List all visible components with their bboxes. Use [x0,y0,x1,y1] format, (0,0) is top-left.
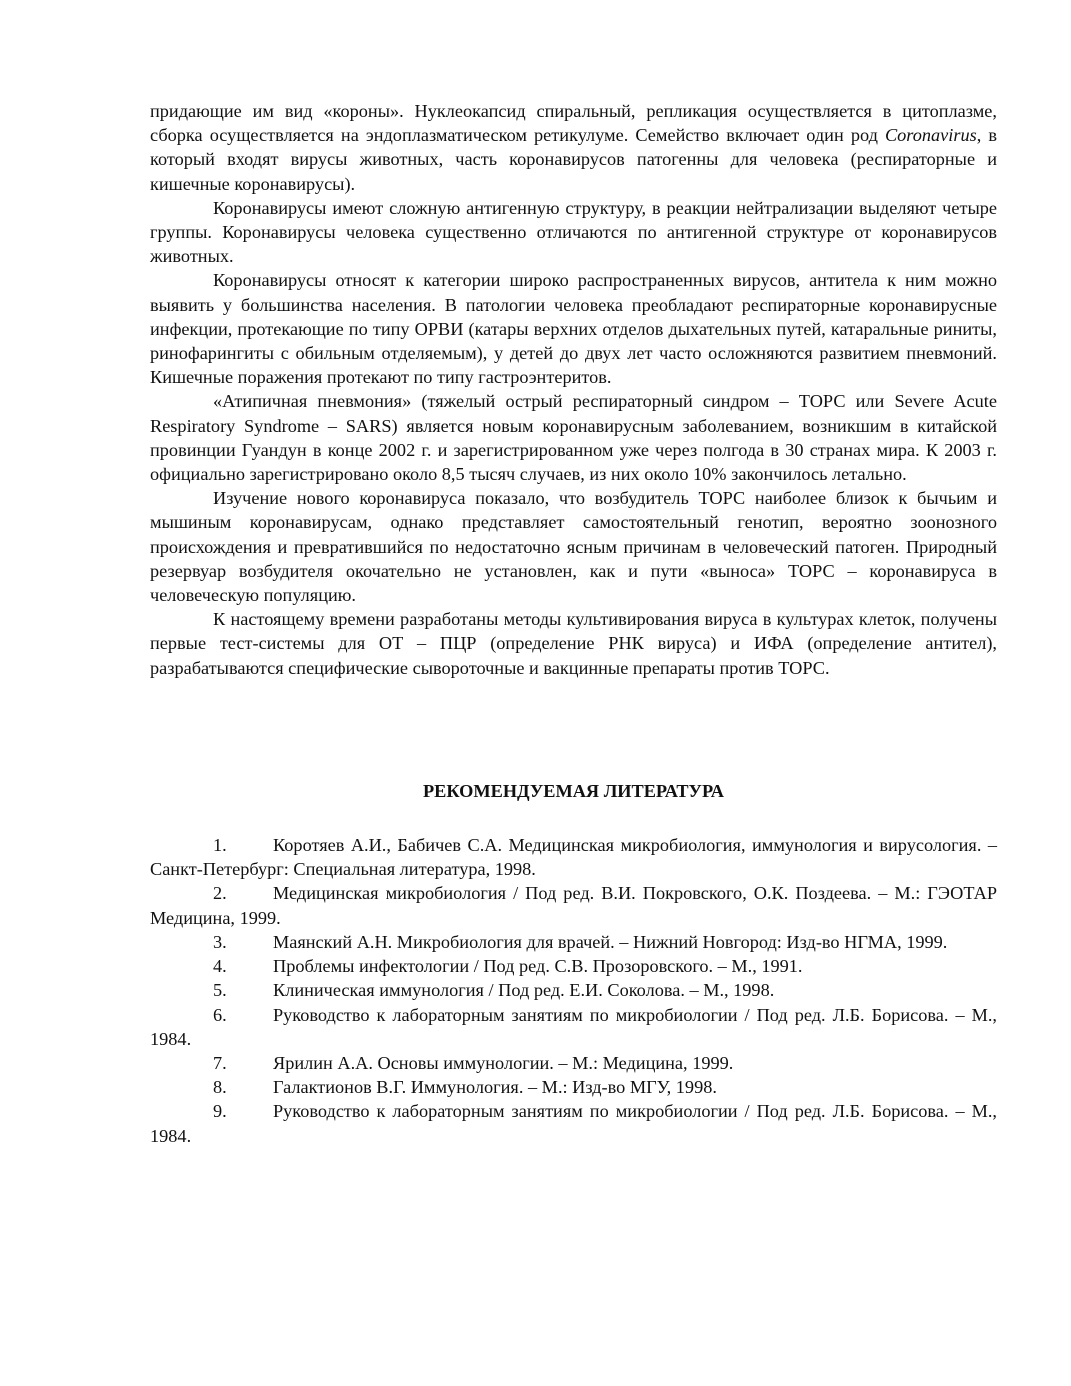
reference-item [150,1003,997,1051]
reference-text: Галактионов В.Г. Иммунология. – М.: Изд-во МГУ, 1998. [273,1077,717,1098]
reference-number: 8. [213,1077,227,1098]
paragraph-text: придающие им вид «короны». Нуклеокапсид спиральный, репликация осуществляется в цитоплазме, сборка осуществляется на эндоплазматическом ретикулуме. Семейство включает один род [150,101,997,146]
page-body [150,99,997,1148]
paragraph-text: , в который входят вирусы животных, часть коронавирусов патогенны для человека (респираторные и кишечные коронавирусы). [150,125,997,194]
paragraph-study: Изучение нового коронавируса показало, что возбудитель ТОРС наиболее близок к бычьим и мышиным коронавирусам, однако представляет самостоятельный генотип, вероятно зоонозного происхождения и превратившийся по недостаточно ясным причинам в человеческий патоген. Природный резервуар возбудителя окочательно не установлен, как и пути «выноса» ТОРС – коронавируса в человеческую популяцию. [150,488,997,606]
paragraph-antigen-structure: Коронавирусы имеют сложную антигенную структуру, в реакции нейтрализации выделяют четыре группы. Коронавирусы человека существенно отличаются по антигенной структуре от коронавирусов животных. [150,197,997,267]
reference-text: Коротяев А.И., Бабичев С.А. Медицинская микробиология, иммунология и вирусология. – Санкт-Петербург: Специальная литература, 1998. [150,835,997,880]
paragraph-methods: К настоящему времени разработаны методы культивирования вируса в культурах клеток, получены первые тест-системы для ОТ – ПЦР (определение РНК вируса) и ИФА (определение антител), разрабатываются специфические сывороточные и вакцинные препараты против ТОРС. [150,609,997,678]
reference-text: Ярилин А.А. Основы иммунологии. – М.: Медицина, 1999. [273,1052,734,1073]
reference-number: 2. [213,883,227,904]
reference-number: 5. [213,980,227,1001]
reference-text: Проблемы инфектологии / Под ред. С.В. Прозоровского. – М., 1991. [273,956,803,977]
references-heading: РЕКОМЕНДУЕМАЯ ЛИТЕРАТУРА [423,780,724,801]
reference-item [150,978,997,1002]
reference-text: Маянский А.Н. Микробиология для врачей. – Нижний Новгород: Изд-во НГМА, 1999. [273,931,948,952]
reference-text: Медицинская микробиология / Под ред. В.И. Покровского, О.К. Поздеева. – М.: ГЭОТАР Медицина, 1999. [150,883,997,928]
reference-item [150,954,997,978]
reference-item [150,1099,997,1147]
reference-number: 7. [213,1052,227,1073]
paragraph-corona-structure [150,99,997,196]
reference-text: Руководство к лабораторным занятиям по микробиологии / Под ред. Л.Б. Борисова. – М., 1984. [150,1101,997,1146]
reference-number: 9. [213,1101,227,1122]
references-list [150,833,997,1148]
reference-text: Клиническая иммунология / Под ред. Е.И. Соколова. – М., 1998. [273,980,775,1001]
reference-item [150,930,997,954]
reference-number: 3. [213,931,227,952]
reference-number: 6. [213,1004,227,1025]
paragraph-prevalence: Коронавирусы относят к категории широко распространенных вирусов, антитела к ним можно выявить у большинства населения. В патологии человека преобладают респираторные коронавирусные инфекции, протекающие по типу ОРВИ (катары верхних отделов дыхательных путей, катаральные риниты, ринофарингиты с обильным отделяемым), у детей до двух лет часто осложняются развитием пневмоний. Кишечные поражения протекают по типу гастроэнтеритов. [150,270,997,388]
reference-item [150,833,997,881]
genus-name: Coronavirus [884,125,977,146]
reference-item [150,1051,997,1075]
reference-text: Руководство к лабораторным занятиям по микробиологии / Под ред. Л.Б. Борисова. – М., 1984. [150,1004,997,1049]
reference-number: 1. [213,835,227,856]
section-gap [150,680,997,779]
reference-item [150,881,997,929]
paragraph-sars: «Атипичная пневмония» (тяжелый острый респираторный синдром – ТОРС или Severe Acute Respiratory Syndrome – SARS) является новым коронавирусным заболеванием, возникшим в китайской провинции Гуандун в конце 2002 г. и зарегистрированном уже через полгода в 30 странах мира. К 2003 г. официально зарегистрировано около 8,5 тысяч случаев, из них около 10% закончилось летально. [150,391,997,485]
reference-number: 4. [213,956,227,977]
reference-item [150,1075,997,1099]
